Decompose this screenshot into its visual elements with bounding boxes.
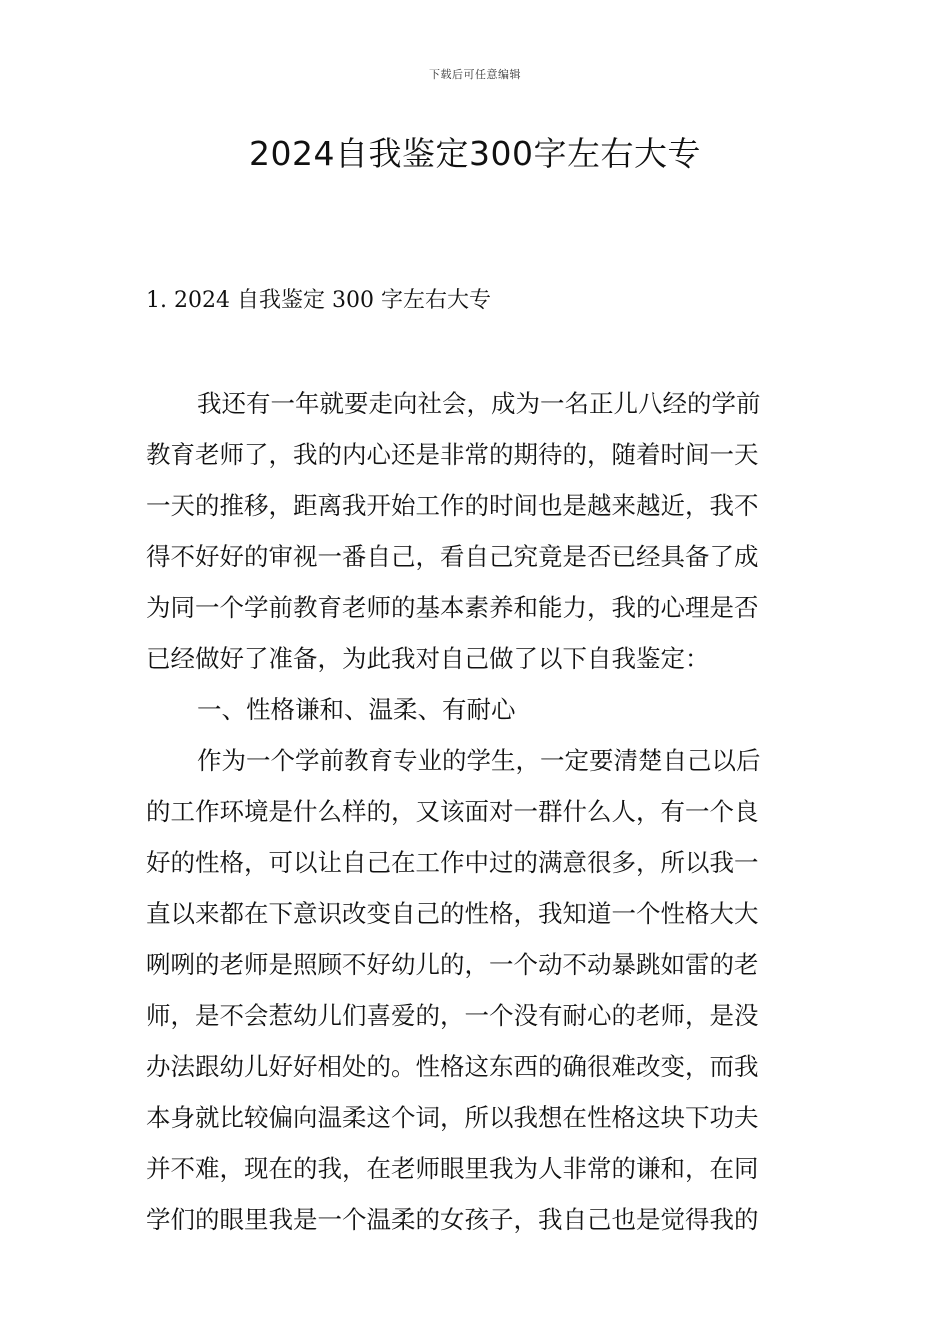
paragraph-line: 并不难，现在的我，在老师眼里我为人非常的谦和，在同: [146, 1154, 759, 1183]
paragraph-line: 本身就比较偏向温柔这个词，所以我想在性格这块下功夫: [146, 1103, 759, 1132]
header-note: 下载后可任意编辑: [429, 68, 521, 81]
document-title: 2024自我鉴定300字左右大专: [249, 134, 701, 173]
paragraph-line: 为同一个学前教育老师的基本素养和能力，我的心理是否: [146, 593, 759, 622]
body-text: [146, 378, 806, 1245]
paragraph-line: 咧咧的老师是照顾不好幼儿的，一个动不动暴跳如雷的老: [146, 950, 759, 979]
subheading-line: 一、性格谦和、温柔、有耐心: [197, 695, 516, 724]
paragraph-line: 得不好好的审视一番自己，看自己究竟是否已经具备了成: [146, 542, 759, 571]
paragraph-line: 教育老师了，我的内心还是非常的期待的，随着时间一天: [146, 440, 759, 469]
paragraph-line: 已经做好了准备，为此我对自己做了以下自我鉴定：: [146, 644, 710, 673]
paragraph-line: 作为一个学前教育专业的学生，一定要清楚自己以后: [197, 746, 761, 775]
paragraph-line: 我还有一年就要走向社会，成为一名正儿八经的学前: [197, 389, 761, 418]
paragraph-line: 一天的推移，距离我开始工作的时间也是越来越近，我不: [146, 491, 759, 520]
paragraph-line: 师，是不会惹幼儿们喜爱的，一个没有耐心的老师，是没: [146, 1001, 759, 1030]
paragraph-line: 好的性格，可以让自己在工作中过的满意很多，所以我一: [146, 848, 759, 877]
paragraph-line: 办法跟幼儿好好相处的。性格这东西的确很难改变，而我: [146, 1052, 759, 1081]
paragraph-line: 的工作环境是什么样的，又该面对一群什么人，有一个良: [146, 797, 759, 826]
paragraph-line: 学们的眼里我是一个温柔的女孩子，我自己也是觉得我的: [146, 1205, 759, 1234]
section-heading: 1. 2024 自我鉴定 300 字左右大专: [146, 288, 491, 313]
paragraph-line: 直以来都在下意识改变自己的性格，我知道一个性格大大: [146, 899, 759, 928]
